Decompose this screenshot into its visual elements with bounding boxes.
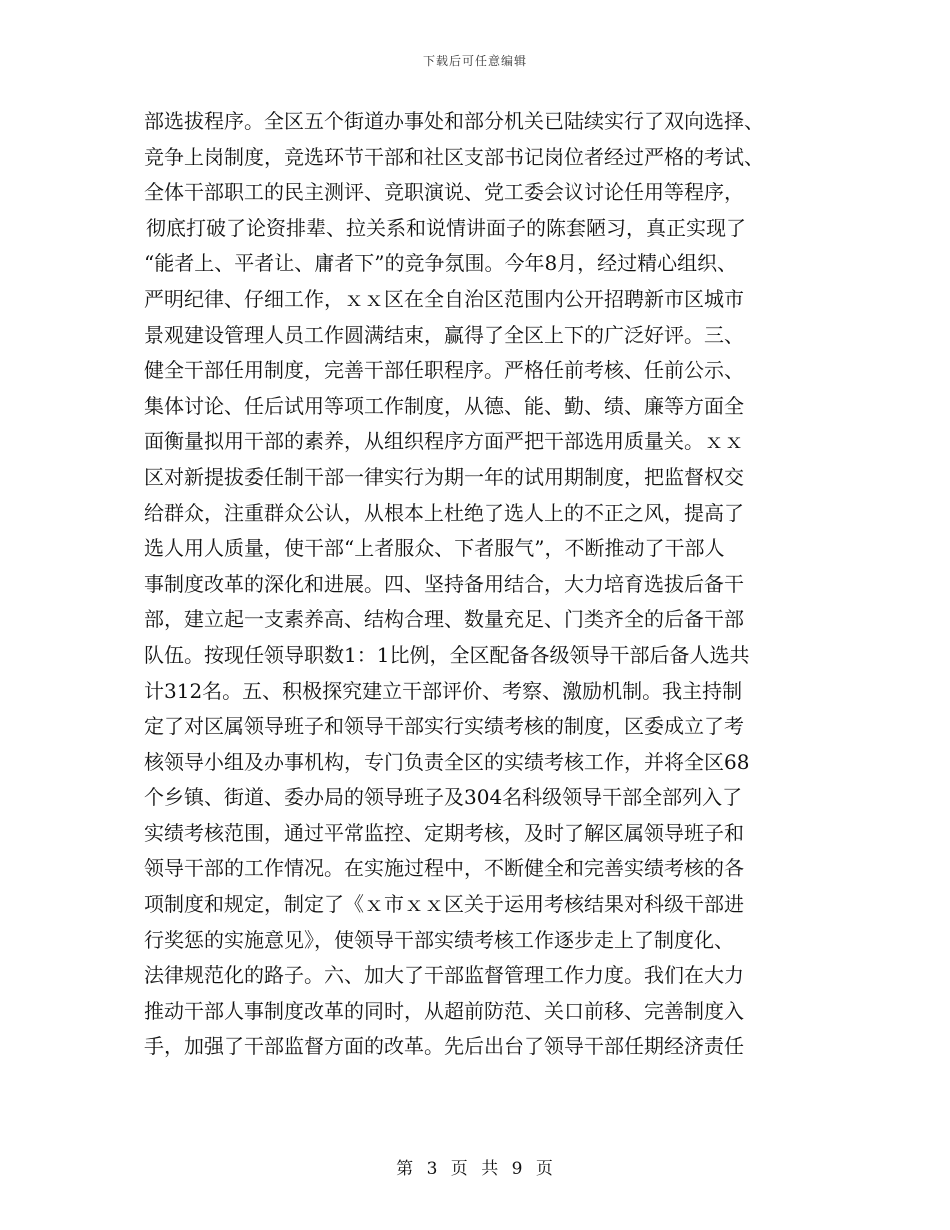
text-line: 健全干部任用制度，完善干部任职程序。严格任前考核、任前公示、 (144, 358, 744, 383)
text-line: 部，建立起一支素养高、结构合理、数量充足、门类齐全的后备干部 (144, 607, 744, 632)
text-line: 全体干部职工的民主测评、竞职演说、党工委会议讨论任用等程序， (144, 180, 744, 205)
page-header: 下载后可任意编辑 (422, 54, 527, 68)
footer-total-word: 共 (481, 1159, 500, 1179)
text-line: 彻底打破了论资排辈、拉关系和说情讲面子的陈套陋习，真正实现了 (146, 215, 746, 240)
text-line: 计312名。五、积极探究建立干部评价、考察、激励机制。我主持制 (144, 678, 743, 703)
text-line: 面衡量拟用干部的素养，从组织程序方面严把干部选用质量关。ｘｘ (144, 429, 744, 454)
text-line: 给群众，注重群众公认，从根本上杜绝了选人上的不正之风，提高了 (144, 500, 744, 525)
total-pages-number: 9 (511, 1159, 524, 1179)
text-line: 竞争上岗制度，竞选环节干部和社区支部书记岗位者经过严格的考试、 (144, 144, 764, 169)
text-line: 个乡镇、街道、委办局的领导班子及304名科级领导干部全部列入了 (144, 785, 743, 810)
text-line: 部选拔程序。全区五个街道办事处和部分机关已陆续实行了双向选择、 (144, 109, 764, 133)
text-line: 领导干部的工作情况。在实施过程中，不断健全和完善实绩考核的各 (144, 856, 744, 881)
text-line: 严明纪律、仔细工作，ｘｘ区在全自治区范围内公开招聘新市区城市 (144, 286, 744, 311)
text-line: 选人用人质量，使干部“上者服众、下者服气”，不断推动了干部人 (144, 536, 725, 561)
text-line: 核领导小组及办事机构，专门负责全区的实绩考核工作，并将全区68 (144, 749, 750, 774)
text-line: 景观建设管理人员工作圆满结束，赢得了全区上下的广泛好评。三、 (144, 322, 744, 347)
footer-prefix: 第 (396, 1159, 415, 1179)
text-line: 法律规范化的路子。六、加大了干部监督管理工作力度。我们在大力 (144, 963, 744, 988)
text-line: 实绩考核范围，通过平常监控、定期考核，及时了解区属领导班子和 (144, 820, 744, 845)
text-line: 事制度改革的深化和进展。四、坚持备用结合，大力培育选拔后备干 (144, 571, 744, 596)
text-line: 手，加强了干部监督方面的改革。先后出台了领导干部任期经济责任 (144, 1034, 744, 1059)
text-line: 推动干部人事制度改革的同时，从超前防范、关口前移、完善制度入 (144, 998, 744, 1023)
footer-suffix: 页 (535, 1159, 554, 1179)
text-line: 队伍。按现任领导职数1：1比例，全区配备各级领导干部后备人选共 (144, 642, 750, 667)
page-footer (0, 1154, 950, 1179)
text-line: 定了对区属领导班子和领导干部实行实绩考核的制度，区委成立了考 (144, 714, 744, 739)
document-body (144, 104, 806, 1065)
text-line: 行奖惩的实施意见》，使领导干部实绩考核工作逐步走上了制度化、 (144, 927, 734, 952)
footer-page-word: 页 (450, 1159, 469, 1179)
text-line: 区对新提拔委任制干部一律实行为期一年的试用期制度，把监督权交 (144, 464, 744, 489)
text-line: 集体讨论、任后试用等项工作制度，从德、能、勤、绩、廉等方面全 (144, 393, 744, 418)
text-line: 项制度和规定，制定了《ｘ市ｘｘ区关于运用考核结果对科级干部进 (144, 892, 744, 917)
current-page-number: 3 (426, 1159, 439, 1179)
text-line: “能者上、平者让、庸者下”的竞争氛围。今年8月，经过精心组织、 (144, 251, 738, 276)
